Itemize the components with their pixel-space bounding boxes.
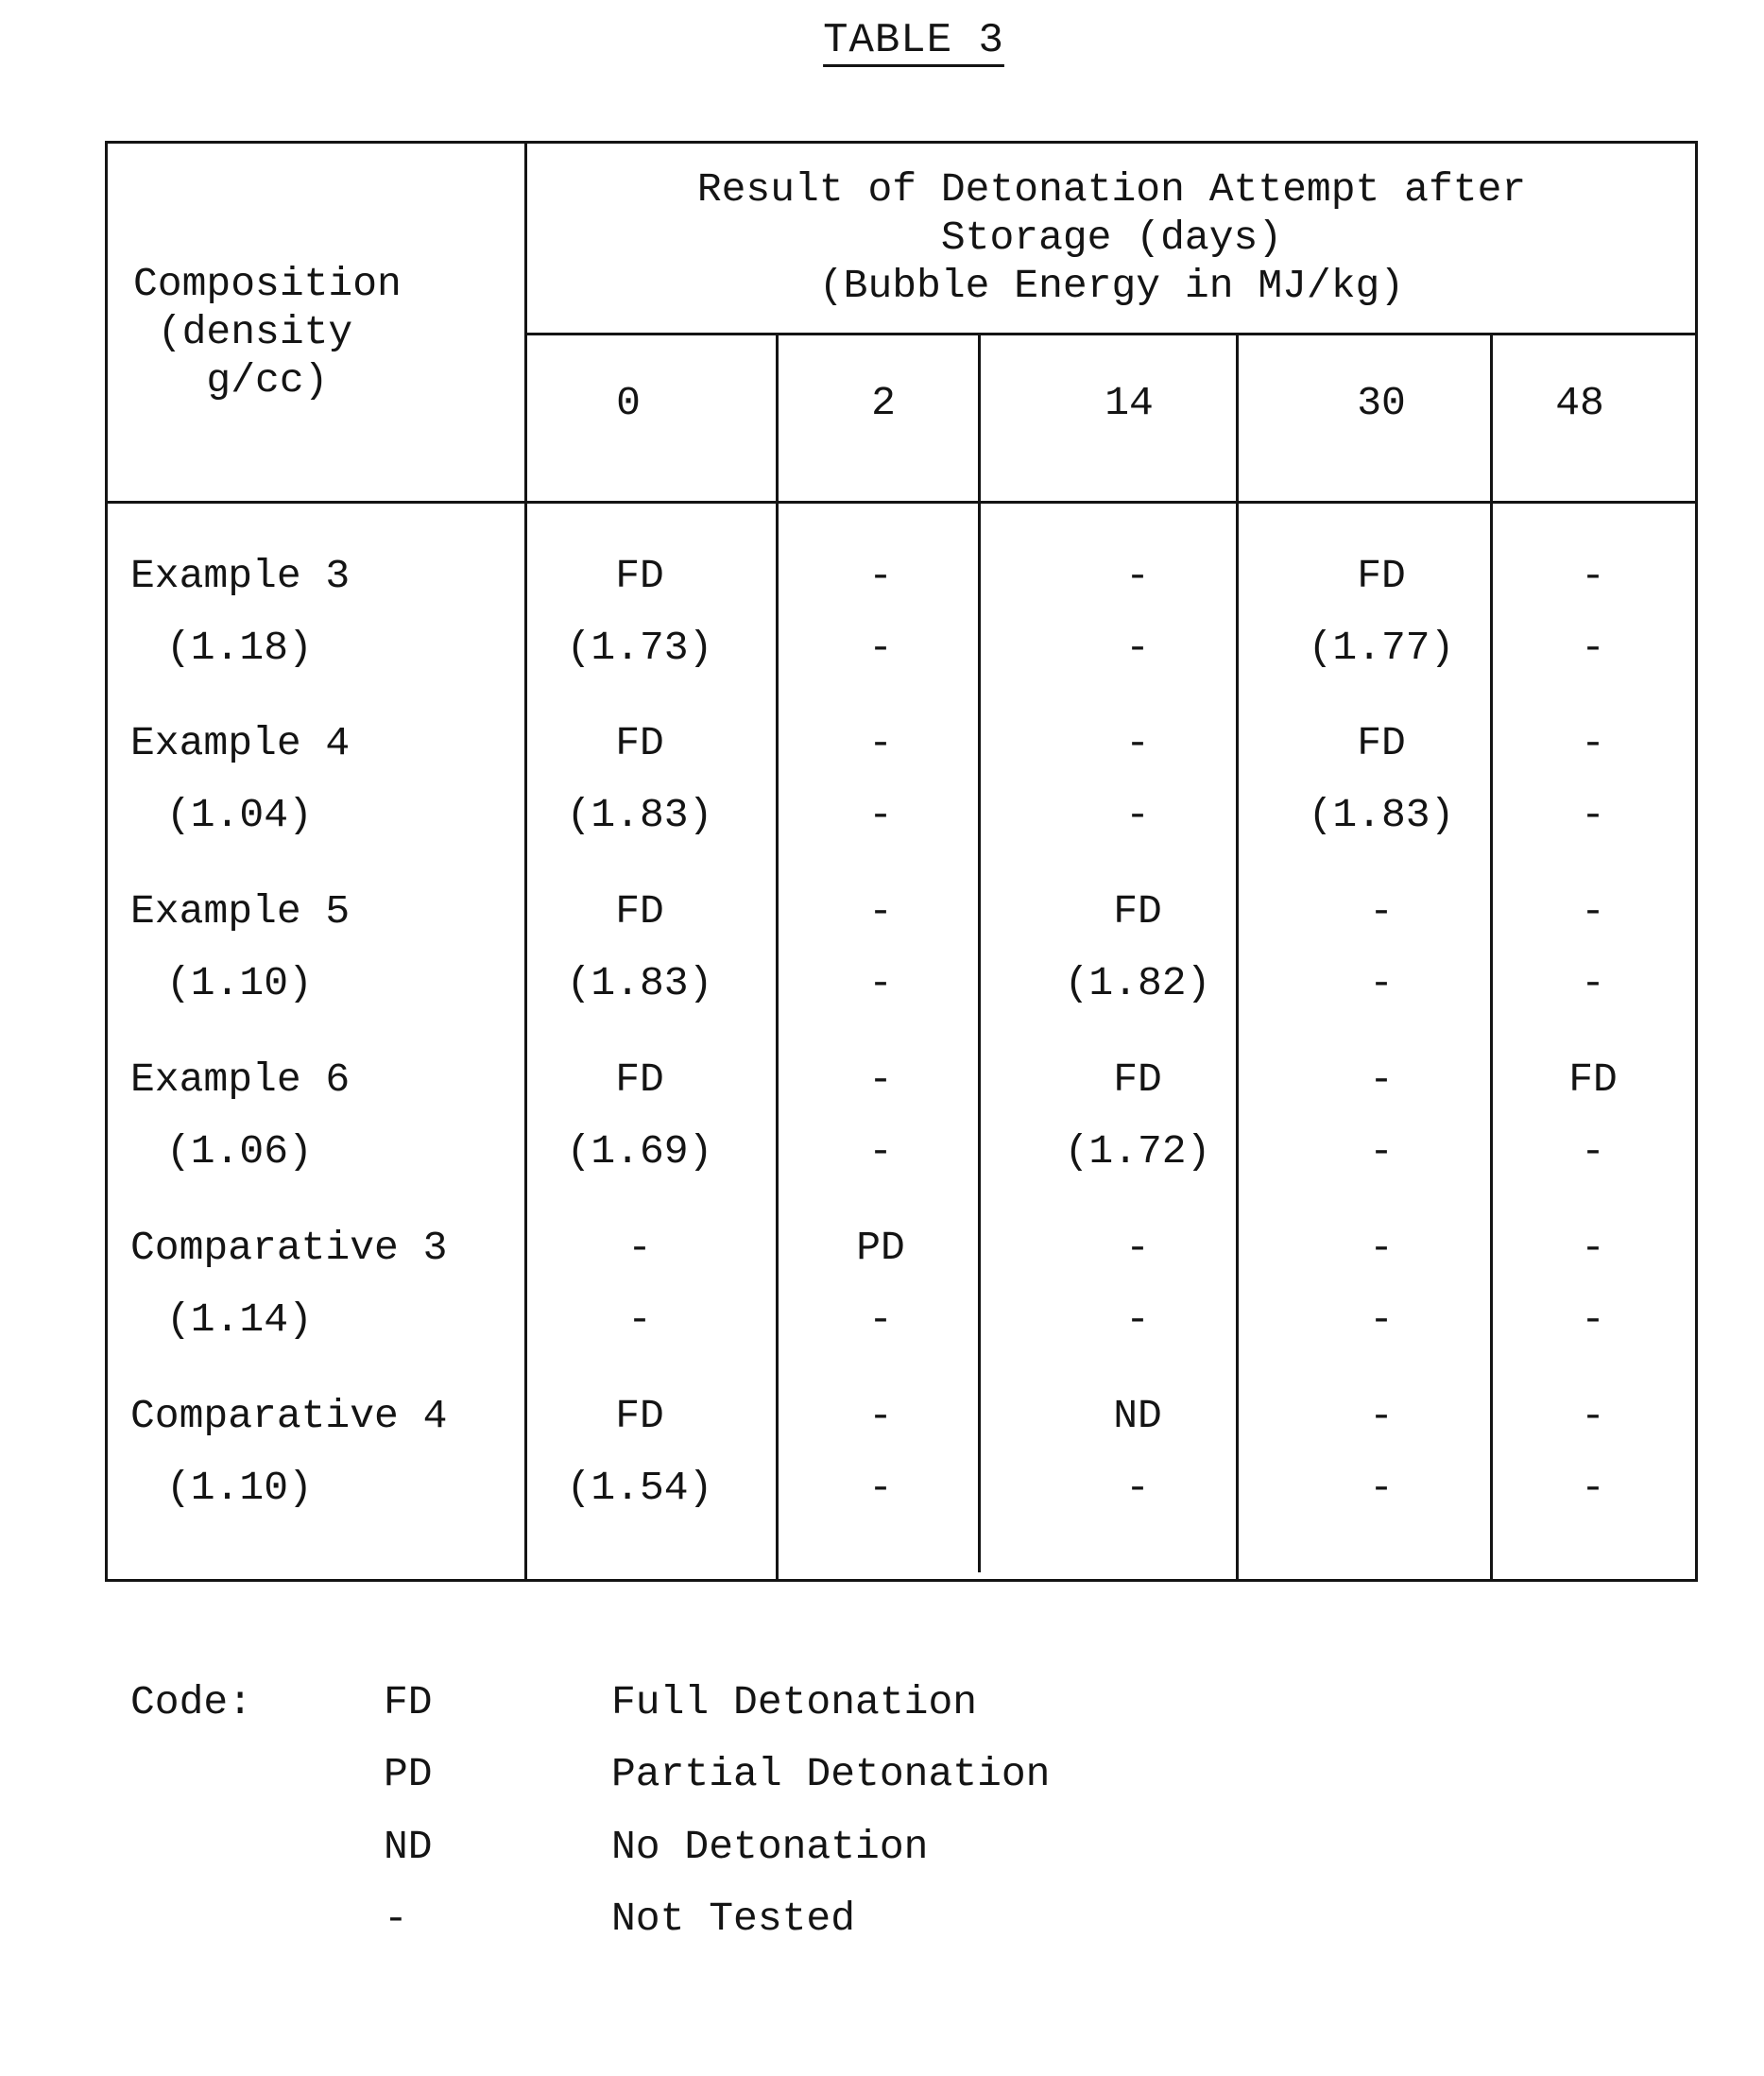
cell-result: FD — [1568, 1056, 1618, 1103]
legend-meaning: Partial Detonation — [611, 1751, 1051, 1797]
legend-label: Code: — [130, 1679, 253, 1725]
row-composition-name: Example 5 — [130, 888, 351, 935]
legend-code: ND — [384, 1824, 433, 1870]
cell-result: - — [868, 1393, 893, 1439]
cell-bubble-energy: (1.83) — [566, 792, 713, 838]
cell-bubble-energy: - — [627, 1296, 652, 1343]
cell-bubble-energy: (1.83) — [1308, 792, 1455, 838]
row-composition-name: Comparative 4 — [130, 1393, 448, 1439]
row-composition-name: Example 4 — [130, 720, 351, 766]
cell-result: - — [1581, 1393, 1605, 1439]
cell-result: FD — [615, 1056, 664, 1103]
row-composition-density: (1.04) — [166, 792, 313, 838]
group-header-divider — [525, 333, 1698, 335]
composition-header — [105, 260, 554, 404]
column-divider-4 — [1490, 335, 1493, 1582]
storage-header-line2: Storage (days) — [940, 214, 1283, 261]
legend-meaning: No Detonation — [611, 1824, 929, 1870]
cell-bubble-energy: - — [1581, 792, 1605, 838]
cell-bubble-energy: - — [868, 625, 893, 671]
composition-header-line3: g/cc) — [133, 357, 329, 403]
row-composition-name: Example 3 — [130, 553, 351, 599]
cell-bubble-energy: (1.73) — [566, 625, 713, 671]
cell-result: - — [868, 720, 893, 766]
table-title — [0, 17, 1764, 64]
legend-code: PD — [384, 1751, 433, 1797]
cell-result: ND — [1113, 1393, 1162, 1439]
cell-bubble-energy: - — [1581, 1465, 1605, 1511]
cell-bubble-energy: - — [1125, 792, 1150, 838]
storage-header-line1: Result of Detonation Attempt after — [696, 166, 1527, 213]
row-composition-density: (1.10) — [166, 1465, 313, 1511]
cell-result: FD — [615, 888, 664, 935]
row-composition-density: (1.10) — [166, 960, 313, 1006]
legend-meaning: Not Tested — [611, 1896, 856, 1942]
column-divider-2 — [978, 335, 981, 1572]
cell-result: - — [1581, 720, 1605, 766]
column-header-day-48: 48 — [1555, 380, 1604, 426]
cell-result: - — [1125, 720, 1150, 766]
legend-code: FD — [384, 1679, 433, 1725]
legend-code: - — [384, 1896, 408, 1942]
row-composition-density: (1.14) — [166, 1296, 313, 1343]
legend-meaning: Full Detonation — [611, 1679, 978, 1725]
composition-header-line2: (density — [133, 309, 353, 355]
row-composition-density: (1.06) — [166, 1128, 313, 1175]
cell-bubble-energy: - — [868, 1296, 893, 1343]
cell-bubble-energy: - — [1369, 1128, 1394, 1175]
cell-bubble-energy: - — [1581, 1296, 1605, 1343]
column-header-day-0: 0 — [616, 380, 641, 426]
cell-bubble-energy: - — [868, 792, 893, 838]
cell-bubble-energy: - — [1581, 625, 1605, 671]
cell-result: FD — [615, 1393, 664, 1439]
row-composition-density: (1.18) — [166, 625, 313, 671]
column-divider-1 — [776, 335, 779, 1582]
cell-bubble-energy: - — [1581, 960, 1605, 1006]
cell-result: FD — [615, 720, 664, 766]
cell-result: - — [1369, 1056, 1394, 1103]
column-header-day-30: 30 — [1357, 380, 1406, 426]
column-divider-3 — [1236, 335, 1239, 1582]
cell-result: FD — [1113, 888, 1162, 935]
cell-result: - — [1125, 553, 1150, 599]
cell-result: FD — [1357, 720, 1406, 766]
cell-bubble-energy: (1.72) — [1064, 1128, 1211, 1175]
row-composition-name: Example 6 — [130, 1056, 351, 1103]
cell-result: - — [868, 553, 893, 599]
cell-bubble-energy: - — [1369, 1465, 1394, 1511]
cell-bubble-energy: (1.54) — [566, 1465, 713, 1511]
cell-bubble-energy: (1.83) — [566, 960, 713, 1006]
cell-result: FD — [1113, 1056, 1162, 1103]
column-header-day-14: 14 — [1105, 380, 1154, 426]
cell-result: PD — [856, 1225, 905, 1271]
cell-result: - — [1369, 1225, 1394, 1271]
cell-result: - — [1125, 1225, 1150, 1271]
storage-result-header — [525, 165, 1698, 310]
cell-bubble-energy: - — [1369, 960, 1394, 1006]
composition-header-line1: Composition — [133, 261, 402, 307]
cell-result: - — [1369, 888, 1394, 935]
cell-result: - — [1581, 553, 1605, 599]
cell-bubble-energy: - — [868, 1128, 893, 1175]
row-composition-name: Comparative 3 — [130, 1225, 448, 1271]
cell-result: - — [868, 1056, 893, 1103]
cell-bubble-energy: - — [1369, 1296, 1394, 1343]
cell-bubble-energy: (1.82) — [1064, 960, 1211, 1006]
cell-bubble-energy: (1.77) — [1308, 625, 1455, 671]
cell-bubble-energy: - — [1125, 1296, 1150, 1343]
table-title-text: TABLE 3 — [823, 17, 1004, 64]
cell-bubble-energy: - — [1581, 1128, 1605, 1175]
header-bottom-divider — [105, 501, 1698, 504]
cell-bubble-energy: - — [868, 960, 893, 1006]
cell-result: - — [1369, 1393, 1394, 1439]
cell-bubble-energy: - — [1125, 625, 1150, 671]
cell-bubble-energy: - — [1125, 1465, 1150, 1511]
column-header-day-2: 2 — [871, 380, 896, 426]
cell-result: FD — [1357, 553, 1406, 599]
cell-result: FD — [615, 553, 664, 599]
cell-bubble-energy: (1.69) — [566, 1128, 713, 1175]
cell-bubble-energy: - — [868, 1465, 893, 1511]
cell-result: - — [627, 1225, 652, 1271]
cell-result: - — [868, 888, 893, 935]
cell-result: - — [1581, 888, 1605, 935]
cell-result: - — [1581, 1225, 1605, 1271]
storage-header-line3: (Bubble Energy in MJ/kg) — [818, 263, 1405, 309]
